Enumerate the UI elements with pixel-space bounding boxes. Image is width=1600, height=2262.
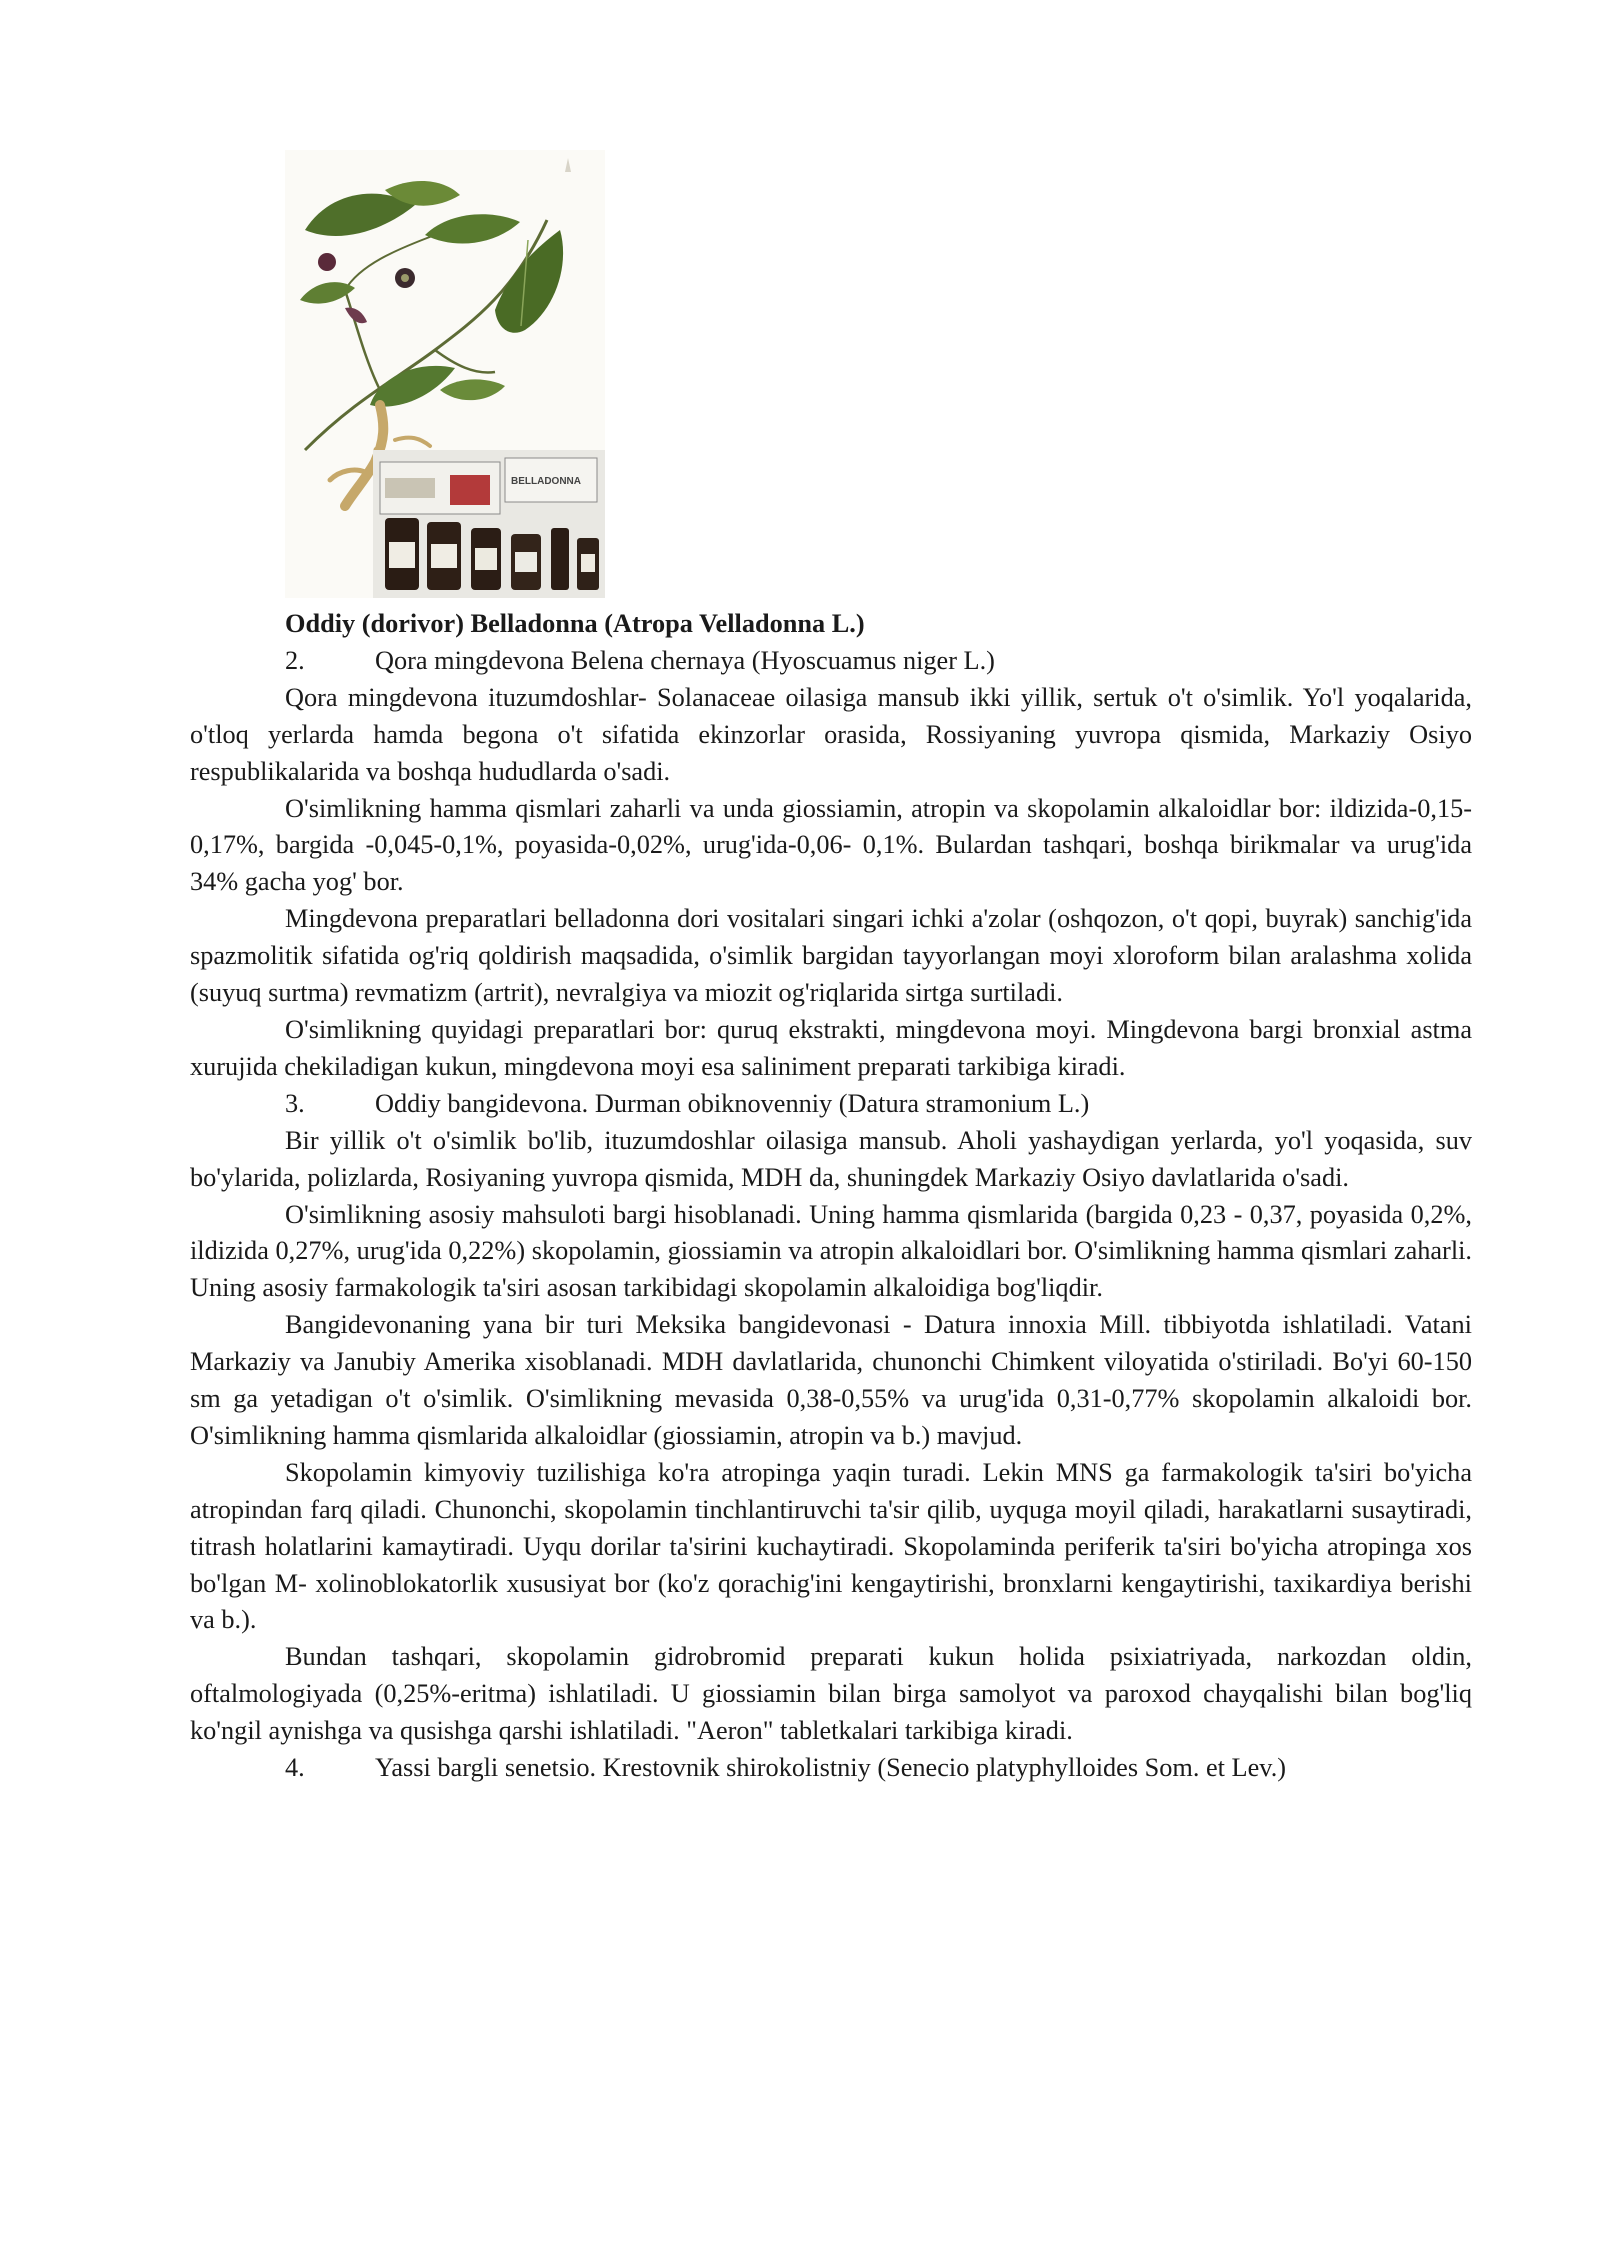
section-number: 4. bbox=[285, 1753, 305, 1783]
paragraph: Bundan tashqari, skopolamin gidrobromid preparati kukun holida psixiatriyada, narkozdan oldin, oftalmologiyada (0,25%-eritma) ishlatiladi. U giossiamin bilan birga samolyot va paroxod chayqalishi bilan bog'liq ko'ngil aynishga va qusishga qarshi ishlatiladi. "Aeron" tabletkalari tarkibiga kiradi. bbox=[190, 1642, 1472, 1746]
paragraph: Bir yillik o't o'simlik bo'lib, ituzumdoshlar oilasiga mansub. Aholi yashaydigan yerlarda, yo'l yoqasida, suv bo'ylarida, polizlarda, Rosiyaning yuvropa qismida, MDH da, shuningdek Markaziy Osiyo davlatlarida o'sadi. bbox=[190, 1125, 1472, 1192]
paragraph: Skopolamin kimyoviy tuzilishiga ko'ra atropinga yaqin turadi. Lekin MNS ga farmakologik ta'siri bo'yicha atropindan farq qiladi. Chunonchi, skopolamin tinchlantiruvchi ta'sir qilib, uyquga moyil qiladi, harakatlarni susaytiradi, titrash holatlarini kamaytiradi. Uyqu dorilar ta'sirini kuchaytiradi. Skopolaminda periferik ta'siri bo'yicha atropinga xos bo'lgan M- xolinoblokatorlik xususiyat bor (ko'z qorachig'ini kengaytirishi, bronxlarni kengaytirishi, taxikardiya berishi va b.). bbox=[190, 1457, 1472, 1635]
section-heading bbox=[190, 643, 1472, 680]
section-heading bbox=[190, 1086, 1472, 1123]
section-heading bbox=[190, 1750, 1472, 1787]
figure-caption: Oddiy (dorivor) Belladonna (Atropa Velladonna L.) bbox=[285, 609, 865, 638]
package-label: BELLADONNA bbox=[511, 476, 581, 487]
section-title: Yassi bargli senetsio. Krestovnik shirokolistniy (Senecio platyphylloides Som. et Lev.) bbox=[375, 1753, 1287, 1783]
paragraph: Mingdevona preparatlari belladonna dori vositalari singari ichki a'zolar (oshqozon, o't qopi, buyrak) sanchig'ida spazmolitik sifatida og'riq qoldirish maqsadida, o'simlik bargidan tayyorlangan moyi xloroform bilan aralashma xolida (suyuq surtma) revmatizm (artrit), nevralgiya va miozit og'riqlarida sirtga surtiladi. bbox=[190, 904, 1472, 1008]
paragraph: O'simlikning hamma qismlari zaharli va unda giossiamin, atropin va skopolamin alkaloidlar bor: ildizida-0,15-0,17%, bargida -0,045-0,1%, poyasida-0,02%, urug'ida-0,06- 0,1%. Bulardan tashqari, boshqa birikmalar va urug'ida 34% gacha yog' bor. bbox=[190, 793, 1472, 897]
section-number: 3. bbox=[285, 1088, 305, 1118]
section-title: Qora mingdevona Belena chernaya (Hyoscuamus niger L.) bbox=[375, 645, 995, 675]
section-title: Oddiy bangidevona. Durman obiknovenniy (Datura stramonium L.) bbox=[375, 1088, 1090, 1118]
paragraph: O'simlikning asosiy mahsuloti bargi hisoblanadi. Uning hamma qismlarida (bargida 0,23 - 0,37, poyasida 0,2%, ildizida 0,27%, urug'ida 0,22%) skopolamin, giossiamin va atropin alkaloidlari bor. O'simlikning hamma qismlari zaharli. Uning asosiy farmakologik ta'siri asosan tarkibidagi skopolamin alkaloidiga bog'liqdir. bbox=[190, 1199, 1472, 1303]
paragraph: Qora mingdevona ituzumdoshlar- Solanaceae oilasiga mansub ikki yillik, sertuk o't o'simlik. Yo'l yoqalarida, o'tloq yerlarda hamda begona o't sifatida ekinzorlar orasida, Rossiyaning yuvropa qismida, Markaziy Osiyo respublikalarida va boshqa hududlarda o'sadi. bbox=[190, 682, 1472, 786]
paragraph: O'simlikning quyidagi preparatlari bor: quruq ekstrakti, mingdevona moyi. Mingdevona bargi bronxial astma xurujida chekiladigan kukun, mingdevona moyi esa saliniment preparati tarkibiga kiradi. bbox=[190, 1014, 1472, 1081]
belladonna-illustration bbox=[285, 150, 605, 598]
document-body bbox=[190, 606, 1472, 1787]
section-number: 2. bbox=[285, 645, 305, 675]
paragraph: Bangidevonaning yana bir turi Meksika bangidevonasi - Datura innoxia Mill. tibbiyotda ishlatiladi. Vatani Markaziy va Janubiy Amerika xisoblanadi. MDH davlatlarida, chunonchi Chimkent viloyatida o'stiriladi. Bo'yi 60-150 sm ga yetadigan o't o'simlik. O'simlikning mevasida 0,38-0,55% va urug'ida 0,31-0,77% skopolamin alkaloidi bor. O'simlikning hamma qismlarida alkaloidlar (giossiamin, atropin va b.) mavjud. bbox=[190, 1310, 1472, 1450]
belladonna-plant-drawing bbox=[285, 150, 605, 598]
